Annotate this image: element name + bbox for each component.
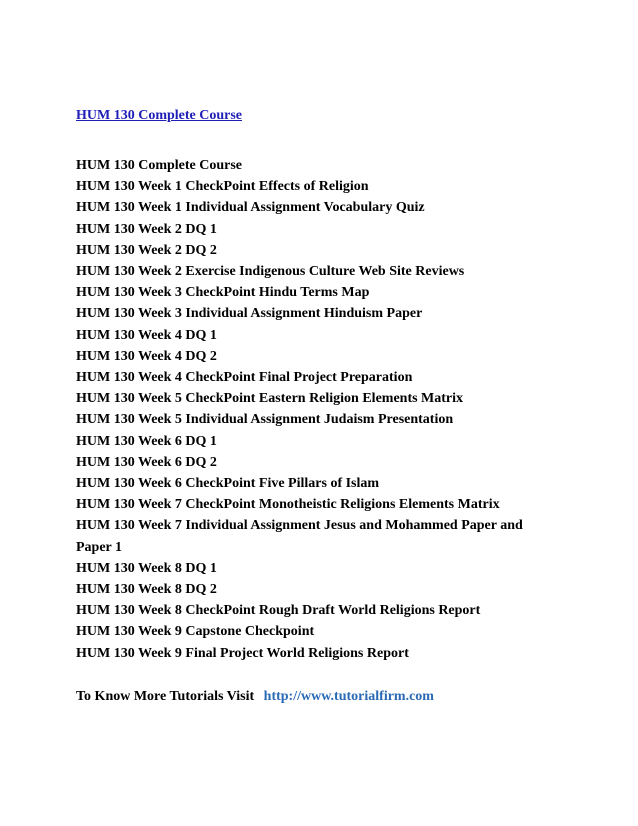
- course-list-item: HUM 130 Week 2 DQ 2: [76, 242, 217, 258]
- course-list-item: HUM 130 Week 7 CheckPoint Monotheistic Religions Elements Matrix: [76, 497, 500, 513]
- course-list-item: HUM 130 Week 4 CheckPoint Final Project Preparation: [76, 370, 413, 386]
- course-list-item: HUM 130 Week 2 DQ 1: [76, 221, 217, 237]
- course-list-item: HUM 130 Week 5 CheckPoint Eastern Religion Elements Matrix: [76, 391, 464, 407]
- course-list: [76, 155, 556, 664]
- course-list-item: HUM 130 Week 6 DQ 2: [76, 454, 217, 470]
- course-list-item: HUM 130 Week 3 Individual Assignment Hinduism Paper: [76, 306, 423, 322]
- course-list-item: HUM 130 Week 9 Final Project World Religions Report: [76, 645, 409, 661]
- tutorial-site-link[interactable]: http://www.tutorialfirm.com: [263, 689, 434, 704]
- course-heading-link[interactable]: HUM 130 Complete Course: [76, 108, 243, 123]
- course-list-item: HUM 130 Week 1 CheckPoint Effects of Religion: [76, 179, 369, 195]
- course-list-item: HUM 130 Week 1 Individual Assignment Vocabulary Quiz: [76, 200, 425, 216]
- footer: [76, 688, 434, 706]
- course-list-item: HUM 130 Week 6 DQ 1: [76, 433, 217, 449]
- course-list-item: HUM 130 Week 2 Exercise Indigenous Culture Web Site Reviews: [76, 264, 465, 280]
- course-list-item: HUM 130 Week 3 CheckPoint Hindu Terms Map: [76, 285, 370, 301]
- course-list-item: HUM 130 Week 6 CheckPoint Five Pillars of Islam: [76, 476, 380, 492]
- footer-text: To Know More Tutorials Visit: [76, 689, 255, 704]
- course-list-item: HUM 130 Week 8 DQ 1: [76, 560, 217, 576]
- course-list-item: HUM 130 Complete Course: [76, 158, 243, 173]
- course-list-item: HUM 130 Week 5 Individual Assignment Judaism Presentation: [76, 412, 454, 428]
- course-list-item: HUM 130 Week 4 DQ 2: [76, 348, 217, 364]
- course-list-item: HUM 130 Week 7 Individual Assignment Jesus and Mohammed Paper and Paper 1: [76, 518, 523, 555]
- course-list-item: HUM 130 Week 9 Capstone Checkpoint: [76, 624, 315, 640]
- course-list-item: HUM 130 Week 4 DQ 1: [76, 327, 217, 343]
- course-list-item: HUM 130 Week 8 DQ 2: [76, 582, 217, 598]
- course-list-item: HUM 130 Week 8 CheckPoint Rough Draft World Religions Report: [76, 603, 481, 619]
